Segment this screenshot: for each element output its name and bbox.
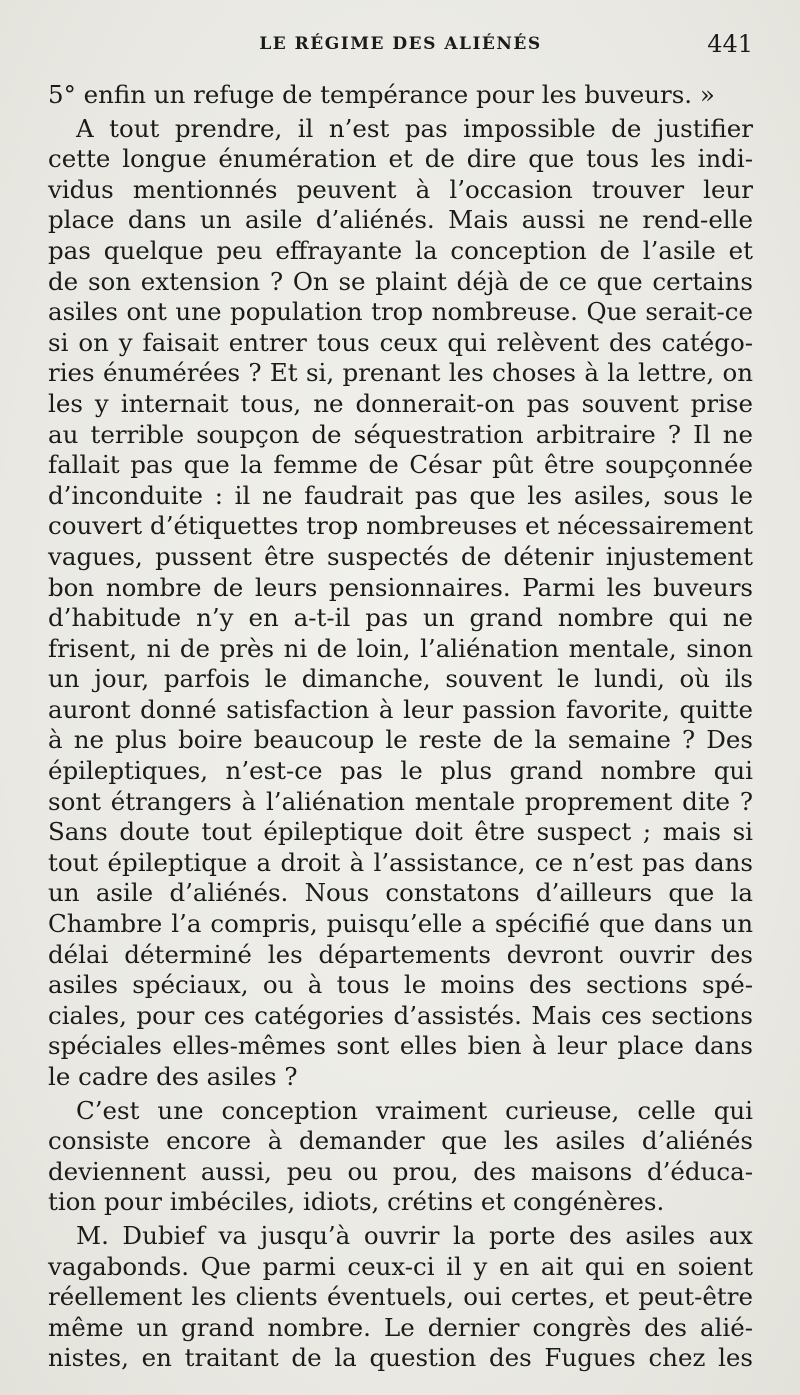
text-line: un jour, parfois le dimanche, souvent le lundi, où ils xyxy=(48,664,753,694)
text-line: délai déterminé les départements devront ouvrir des xyxy=(48,939,753,969)
text-line: deviennent aussi, peu ou prou, des maisons d’éduca- xyxy=(48,1156,753,1186)
text-line: place dans un asile d’aliénés. Mais aussi ne rend-elle xyxy=(48,205,753,235)
paragraph xyxy=(48,1221,753,1374)
text-line: Sans doute tout épileptique doit être suspect ; mais si xyxy=(48,817,753,847)
paragraph xyxy=(48,80,753,111)
text-line: spéciales elles-mêmes sont elles bien à leur place dans xyxy=(48,1031,753,1061)
text-line: M. Dubief va jusqu’à ouvrir la porte des asiles aux xyxy=(76,1220,753,1250)
text-line: tion pour imbéciles, idiots, crétins et congénères. xyxy=(48,1187,665,1217)
paragraph xyxy=(48,1096,753,1218)
text-line: sont étrangers à l’aliénation mentale proprement dite ? xyxy=(48,786,753,816)
text-line: A tout prendre, il n’est pas impossible de justifier xyxy=(76,113,753,143)
page-number: 441 xyxy=(707,30,753,58)
running-head xyxy=(48,30,753,64)
text-line: vidus mentionnés peuvent à l’occasion trouver leur xyxy=(48,174,753,204)
text-line: les y internait tous, ne donnerait-on pas souvent prise xyxy=(48,388,753,418)
text-line: cette longue énumération et de dire que tous les indi- xyxy=(48,144,753,174)
text-line: auront donné satisfaction à leur passion favorite, quitte xyxy=(48,694,753,724)
text-line: ries énumérées ? Et si, prenant les choses à la lettre, on xyxy=(48,358,753,388)
text-line: nistes, en traitant de la question des Fugues chez les xyxy=(48,1343,753,1373)
text-line: consiste encore à demander que les asiles d’aliénés xyxy=(48,1126,753,1156)
text-line: ciales, pour ces catégories d’assistés. Mais ces sections xyxy=(48,1000,753,1030)
text-line: vagues, pussent être suspectés de détenir injustement xyxy=(48,541,753,571)
text-line: asiles spéciaux, ou à tous le moins des sections spé- xyxy=(48,970,753,1000)
text-line: bon nombre de leurs pensionnaires. Parmi les buveurs xyxy=(48,572,753,602)
text-line: le cadre des asiles ? xyxy=(48,1062,298,1091)
text-line: pas quelque peu effrayante la conception de l’asile et xyxy=(48,235,753,265)
text-line: réellement les clients éventuels, oui certes, et peut-être xyxy=(48,1282,753,1312)
text-line: à ne plus boire beaucoup le reste de la semaine ? Des xyxy=(48,725,753,755)
body-text xyxy=(48,80,753,1374)
text-line: épileptiques, n’est-ce pas le plus grand nombre qui xyxy=(48,756,753,786)
text-line: si on y faisait entrer tous ceux qui relèvent des catégo- xyxy=(48,327,753,357)
text-line: au terrible soupçon de séquestration arbitraire ? Il ne xyxy=(48,419,753,449)
text-line: vagabonds. Que parmi ceux-ci il y en ait qui en soient xyxy=(48,1251,753,1281)
text-line: 5° enfin un refuge de tempérance pour les buveurs. » xyxy=(48,80,715,109)
text-line: asiles ont une population trop nombreuse. Que serait-ce xyxy=(48,297,753,327)
text-line: C’est une conception vraiment curieuse, celle qui xyxy=(76,1095,753,1125)
text-line: frisent, ni de près ni de loin, l’aliénation mentale, sinon xyxy=(48,633,753,663)
text-line: couvert d’étiquettes trop nombreuses et nécessairement xyxy=(48,511,753,541)
running-title: LE RÉGIME DES ALIÉNÉS xyxy=(259,34,542,54)
text-line: un asile d’aliénés. Nous constatons d’ailleurs que la xyxy=(48,878,753,908)
text-line: d’inconduite : il ne faudrait pas que les asiles, sous le xyxy=(48,480,753,510)
text-line: de son extension ? On se plaint déjà de ce que certains xyxy=(48,266,753,296)
text-line: fallait pas que la femme de César pût être soupçonnée xyxy=(48,450,753,480)
text-line: même un grand nombre. Le dernier congrès des alié- xyxy=(48,1312,753,1342)
text-line: d’habitude n’y en a-t-il pas un grand nombre qui ne xyxy=(48,603,753,633)
text-line: tout épileptique a droit à l’assistance, ce n’est pas dans xyxy=(48,847,753,877)
paragraph xyxy=(48,114,753,1093)
text-line: Chambre l’a compris, puisqu’elle a spécifié que dans un xyxy=(48,909,753,939)
